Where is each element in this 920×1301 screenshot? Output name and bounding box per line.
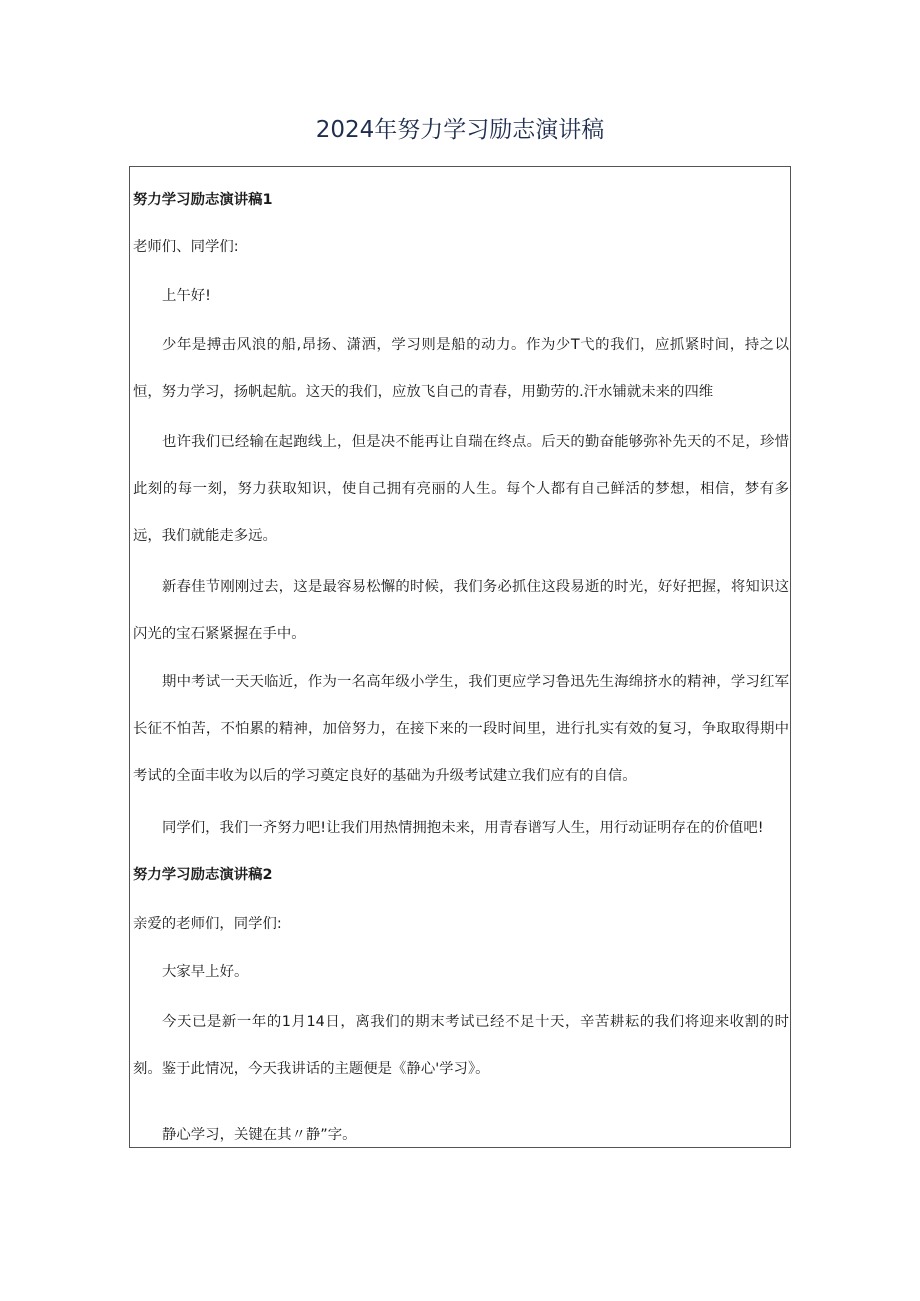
- speech1-paragraph-4: 期中考试一天天临近，作为一名高年级小学生，我们更应学习鲁迅先生海绵挤水的精神，学习红军长征不怕苦，不怕累的精神，加倍努力，在接下来的一段时间里，进行扎实有效的复习，争取取得期中考试的全面丰收为以后的学习奠定良好的基础为升级考试建立我们应有的自信。: [133, 674, 789, 784]
- speech2-paragraph-1: 今天已是新一年的1月14日，离我们的期末考试已经不足十天，辛苦耕耘的我们将迎来收割的时刻。鉴于此情况，今天我讲话的主题便是《静心'学习》。: [133, 1014, 789, 1077]
- speech2-heading: 努力学习励志演讲稿2: [133, 867, 273, 883]
- speech1-salutation: 老师们、同学们:: [133, 239, 239, 255]
- speech1-paragraph-5: 同学们，我们一齐努力吧!让我们用热情拥抱未来，用青春谱写人生，用行动证明存在的价值吧!: [162, 820, 764, 836]
- document-title: 2024年努力学习励志演讲稿: [315, 117, 605, 143]
- speech2-salutation: 亲爱的老师们，同学们:: [133, 916, 282, 932]
- speech1-greeting: 上午好!: [162, 288, 211, 304]
- document-body: [129, 166, 791, 1148]
- speech2-greeting: 大家早上好。: [162, 964, 249, 980]
- speech1-paragraph-1: 少年是搏击风浪的船,昂扬、潇洒，学习则是船的动力。作为少T弋的我们，应抓紧时间，持之以恒，努力学习，扬帆起航。这天的我们，应放飞自己的青春，用勤劳的.汗水铺就未来的四维: [133, 337, 789, 400]
- speech1-paragraph-3: 新春佳节刚刚过去，这是最容易松懈的时候，我们务必抓住这段易逝的时光，好好把握，将知识这闪光的宝石紧紧握在手中。: [133, 579, 789, 642]
- speech2-paragraph-2: 静心学习，关键在其〃静”字。: [162, 1127, 357, 1143]
- speech1-paragraph-2: 也许我们已经输在起跑线上，但是决不能再让自瑞在终点。后天的勤奋能够弥补先天的不足，珍惜此刻的每一刻，努力获取知识，使自己拥有亮丽的人生。每个人都有自己鲜活的梦想，相信，梦有多远，我们就能走多远。: [133, 434, 789, 544]
- speech1-heading: 努力学习励志演讲稿1: [133, 192, 273, 208]
